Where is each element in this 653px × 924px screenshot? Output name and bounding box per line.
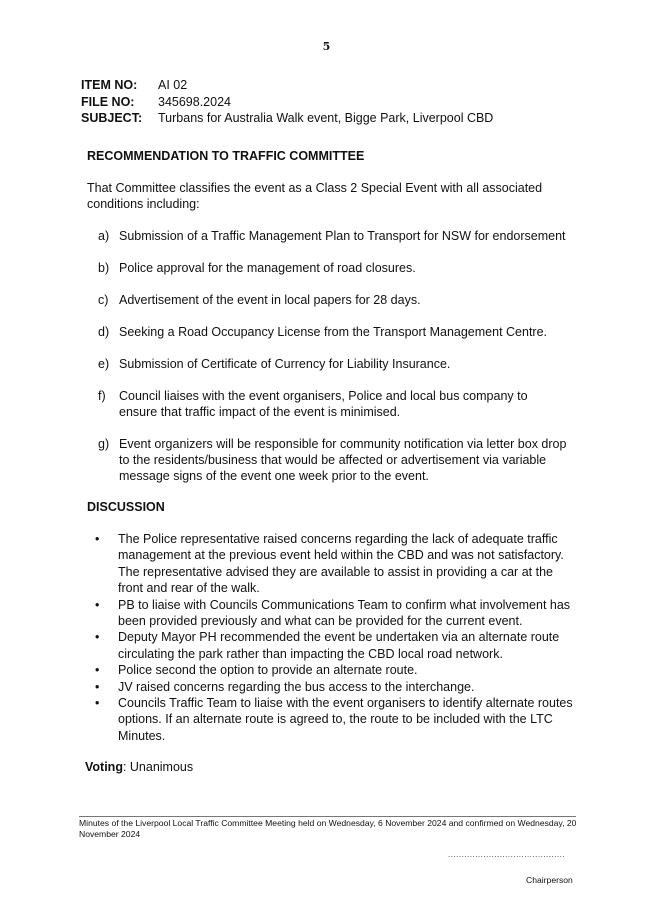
discussion-item: [95, 531, 575, 597]
footer-text: Minutes of the Liverpool Local Traffic Committee Meeting held on Wednesday, 6 November 2024 and confirmed on Wednesday, 20 November 2024: [79, 818, 577, 839]
file-no-value: 345698.2024: [158, 94, 231, 109]
signature-line: ...........................................: [448, 850, 566, 859]
item-letter: f): [98, 389, 106, 403]
item-letter: b): [98, 261, 110, 275]
bullet-icon: •: [95, 696, 100, 711]
discussion-text: Councils Traffic Team to liaise with the event organisers to identify alternate routes options. If an alternate route is agreed to, the route to be included with the LTC Minutes.: [118, 696, 573, 743]
discussion-item: [95, 662, 575, 678]
item-letter: e): [98, 357, 110, 371]
item-no-label: ITEM NO:: [81, 78, 138, 92]
discussion-list: [95, 531, 575, 744]
discussion-text: PB to liaise with Councils Communications Team to confirm what involvement has been provided previously and what can be provided for the current event.: [118, 597, 571, 629]
item-text: Submission of Certificate of Currency for Liability Insurance.: [119, 357, 451, 371]
item-text: Event organizers will be responsible for community notification via letter box drop to the residents/business that would be affected or advertisement via variable message signs of the event one week prior to the event.: [119, 437, 567, 483]
recommendation-heading: RECOMMENDATION TO TRAFFIC COMMITTEE: [87, 149, 365, 163]
bullet-icon: •: [95, 679, 100, 694]
item-text: Seeking a Road Occupancy License from the Transport Management Centre.: [119, 325, 548, 339]
chairperson-label: Chairperson: [526, 875, 573, 885]
voting-result: [85, 760, 193, 774]
item-no-value: AI 02: [158, 78, 188, 92]
item-no-row: [81, 77, 493, 94]
discussion-text: JV raised concerns regarding the bus access to the interchange.: [118, 679, 475, 694]
discussion-heading: DISCUSSION: [87, 500, 165, 514]
item-letter: a): [98, 229, 110, 243]
subject-value: Turbans for Australia Walk event, Bigge Park, Liverpool CBD: [158, 111, 494, 125]
recommendation-item-f: [98, 388, 568, 420]
item-letter: c): [98, 293, 109, 307]
discussion-item: [95, 629, 575, 662]
recommendation-item-b: [98, 260, 568, 276]
discussion-item: [95, 679, 575, 695]
item-text: Police approval for the management of road closures.: [119, 261, 416, 275]
recommendation-item-d: [98, 324, 568, 340]
file-no-label: FILE NO:: [81, 94, 135, 109]
bullet-icon: •: [95, 663, 100, 678]
discussion-text: The Police representative raised concerns regarding the lack of adequate traffic management at the previous event held within the CBD and was not satisfactory. The representative advised they are available to assist in providing a car at the front and rear of the walk.: [118, 532, 564, 596]
recommendation-intro: That Committee classifies the event as a Class 2 Special Event with all associated conditions including:: [87, 181, 543, 211]
item-header: [81, 77, 493, 127]
item-letter: d): [98, 325, 110, 339]
bullet-icon: •: [95, 597, 100, 612]
recommendation-item-e: [98, 356, 568, 372]
discussion-item: [95, 597, 575, 630]
discussion-text: Police second the option to provide an alternate route.: [118, 663, 418, 678]
bullet-icon: •: [95, 532, 100, 546]
item-text: Submission of a Traffic Management Plan to Transport for NSW for endorsement: [119, 229, 566, 243]
footer-divider: [79, 816, 576, 817]
subject-label: SUBJECT:: [81, 111, 143, 125]
item-letter: g): [98, 437, 110, 451]
page-number: 5: [322, 40, 331, 53]
recommendation-item-c: [98, 292, 568, 308]
discussion-text: Deputy Mayor PH recommended the event be undertaken via an alternate route circulating the park rather than impacting the CBD local road network.: [118, 630, 560, 661]
recommendation-item-a: [98, 228, 568, 244]
item-text: Advertisement of the event in local papers for 28 days.: [119, 293, 421, 307]
item-text: Council liaises with the event organisers, Police and local bus company to ensure that traffic impact of the event is minimised.: [119, 389, 528, 419]
discussion-item: [95, 695, 575, 744]
file-no-row: [81, 94, 493, 111]
bullet-icon: •: [95, 630, 100, 645]
voting-label: Voting: [85, 760, 123, 774]
voting-value: : Unanimous: [122, 760, 194, 774]
subject-row: [81, 110, 493, 127]
recommendation-item-g: [98, 436, 568, 484]
